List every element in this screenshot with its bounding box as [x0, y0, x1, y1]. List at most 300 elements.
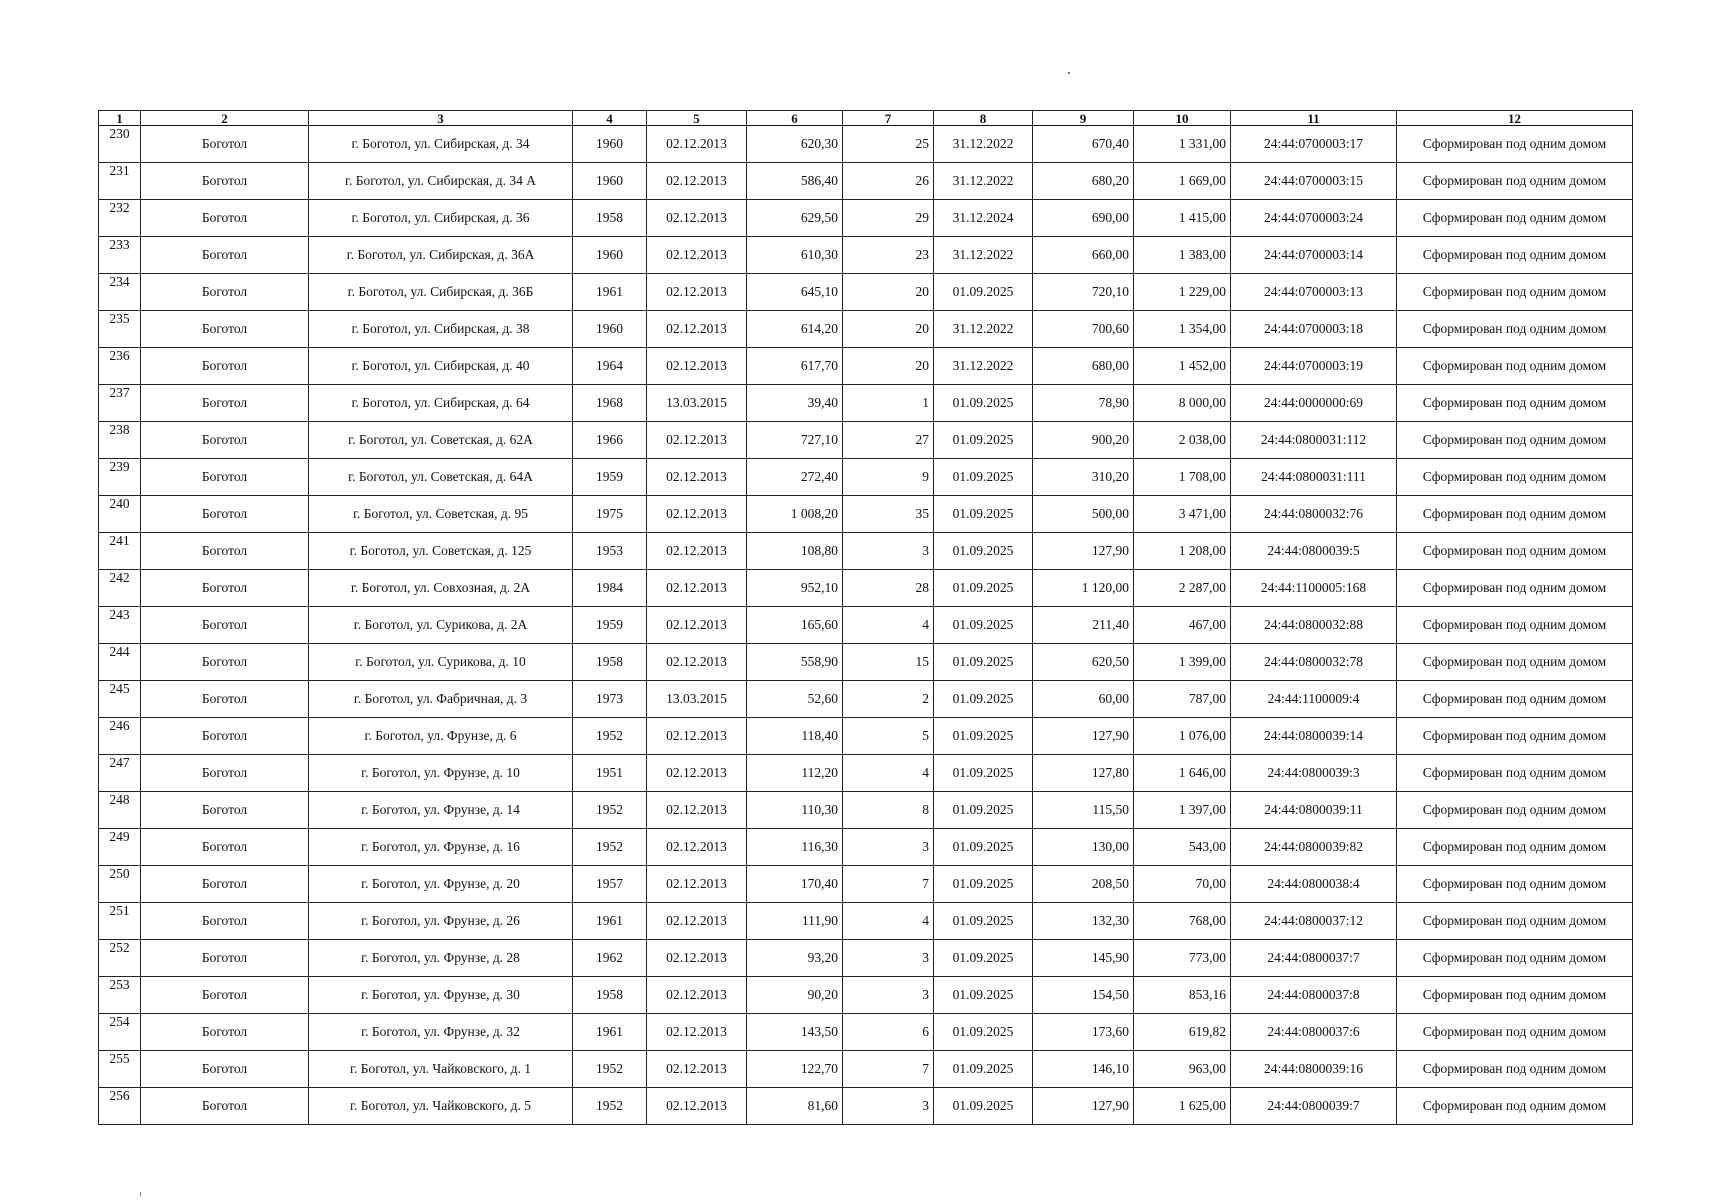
table-row — [99, 311, 1633, 348]
table-cell: Сформирован под одним домом — [1397, 607, 1633, 644]
table-cell: Боготол — [141, 163, 309, 200]
column-header: 11 — [1231, 111, 1397, 126]
table-cell: 26 — [843, 163, 934, 200]
table-cell: 173,60 — [1033, 1014, 1134, 1051]
table-cell: 90,20 — [747, 977, 843, 1014]
table-cell: Сформирован под одним домом — [1397, 459, 1633, 496]
table-cell: 01.09.2025 — [934, 718, 1033, 755]
table-cell: 01.09.2025 — [934, 644, 1033, 681]
table-cell: 234 — [99, 274, 141, 311]
table-cell: 680,20 — [1033, 163, 1134, 200]
table-cell: 122,70 — [747, 1051, 843, 1088]
table-cell: 500,00 — [1033, 496, 1134, 533]
table-cell: 1 008,20 — [747, 496, 843, 533]
table-cell: г. Боготол, ул. Фрунзе, д. 10 — [309, 755, 573, 792]
table-cell: 24:44:0800039:7 — [1231, 1088, 1397, 1125]
table-cell: Сформирован под одним домом — [1397, 200, 1633, 237]
table-cell: 9 — [843, 459, 934, 496]
table-cell: Сформирован под одним домом — [1397, 1014, 1633, 1051]
table-cell: 252 — [99, 940, 141, 977]
table-cell: 4 — [843, 903, 934, 940]
table-cell: 01.09.2025 — [934, 866, 1033, 903]
table-cell: 245 — [99, 681, 141, 718]
table-cell: 165,60 — [747, 607, 843, 644]
table-cell: 27 — [843, 422, 934, 459]
table-cell: 127,90 — [1033, 533, 1134, 570]
table-cell: Сформирован под одним домом — [1397, 866, 1633, 903]
table-cell: 78,90 — [1033, 385, 1134, 422]
table-cell: 31.12.2022 — [934, 237, 1033, 274]
table-cell: Сформирован под одним домом — [1397, 237, 1633, 274]
table-cell: Сформирован под одним домом — [1397, 533, 1633, 570]
table-cell: 20 — [843, 348, 934, 385]
table-cell: 01.09.2025 — [934, 1051, 1033, 1088]
table-row — [99, 607, 1633, 644]
table-cell: 02.12.2013 — [647, 718, 747, 755]
table-cell: Боготол — [141, 903, 309, 940]
table-cell: 60,00 — [1033, 681, 1134, 718]
table-cell: 253 — [99, 977, 141, 1014]
table-cell: г. Боготол, ул. Сурикова, д. 10 — [309, 644, 573, 681]
column-header: 12 — [1397, 111, 1633, 126]
table-cell: 1961 — [573, 1014, 647, 1051]
table-cell: 24:44:0000000:69 — [1231, 385, 1397, 422]
table-cell: 01.09.2025 — [934, 274, 1033, 311]
table-cell: 5 — [843, 718, 934, 755]
table-cell: 558,90 — [747, 644, 843, 681]
table-cell: 24:44:0800039:16 — [1231, 1051, 1397, 1088]
table-cell: 233 — [99, 237, 141, 274]
table-cell: Сформирован под одним домом — [1397, 163, 1633, 200]
table-cell: 1962 — [573, 940, 647, 977]
table-row — [99, 274, 1633, 311]
column-header: 4 — [573, 111, 647, 126]
table-cell: 1952 — [573, 792, 647, 829]
table-cell: 02.12.2013 — [647, 644, 747, 681]
table-cell: 39,40 — [747, 385, 843, 422]
table-cell: 243 — [99, 607, 141, 644]
table-cell: 130,00 — [1033, 829, 1134, 866]
table-cell: Боготол — [141, 755, 309, 792]
column-header: 3 — [309, 111, 573, 126]
table-cell: 24:44:0800032:76 — [1231, 496, 1397, 533]
table-cell: 1966 — [573, 422, 647, 459]
table-cell: 01.09.2025 — [934, 755, 1033, 792]
table-cell: Боготол — [141, 977, 309, 1014]
table-cell: 02.12.2013 — [647, 1014, 747, 1051]
table-cell: Боготол — [141, 422, 309, 459]
table-cell: г. Боготол, ул. Фрунзе, д. 16 — [309, 829, 573, 866]
table-cell: г. Боготол, ул. Фрунзе, д. 6 — [309, 718, 573, 755]
table-cell: 619,82 — [1134, 1014, 1231, 1051]
table-cell: 1 120,00 — [1033, 570, 1134, 607]
table-cell: 1964 — [573, 348, 647, 385]
table-cell: 02.12.2013 — [647, 792, 747, 829]
table-row — [99, 792, 1633, 829]
table-cell: 660,00 — [1033, 237, 1134, 274]
table-cell: 773,00 — [1134, 940, 1231, 977]
table-cell: 1958 — [573, 977, 647, 1014]
table-cell: 787,00 — [1134, 681, 1231, 718]
table-cell: Боготол — [141, 311, 309, 348]
table-cell: 610,30 — [747, 237, 843, 274]
table-cell: 727,10 — [747, 422, 843, 459]
table-cell: Сформирован под одним домом — [1397, 311, 1633, 348]
table-cell: 70,00 — [1134, 866, 1231, 903]
table-cell: Боготол — [141, 607, 309, 644]
table-cell: Боготол — [141, 274, 309, 311]
table-cell: г. Боготол, ул. Фрунзе, д. 20 — [309, 866, 573, 903]
table-cell: 28 — [843, 570, 934, 607]
table-cell: Боготол — [141, 644, 309, 681]
table-cell: 620,30 — [747, 126, 843, 163]
table-cell: 01.09.2025 — [934, 459, 1033, 496]
table-cell: 2 — [843, 681, 934, 718]
table-cell: 249 — [99, 829, 141, 866]
table-cell: 3 — [843, 533, 934, 570]
table-cell: г. Боготол, ул. Фрунзе, д. 32 — [309, 1014, 573, 1051]
table-cell: Сформирован под одним домом — [1397, 829, 1633, 866]
table-cell: 247 — [99, 755, 141, 792]
table-cell: Боготол — [141, 533, 309, 570]
table-cell: 1 399,00 — [1134, 644, 1231, 681]
table-cell: 2 287,00 — [1134, 570, 1231, 607]
table-cell: 01.09.2025 — [934, 1014, 1033, 1051]
table-cell: 230 — [99, 126, 141, 163]
table-cell: 24:44:0800039:14 — [1231, 718, 1397, 755]
table-cell: 1 229,00 — [1134, 274, 1231, 311]
table-cell: 1 — [843, 385, 934, 422]
table-cell: 1973 — [573, 681, 647, 718]
table-cell: 1959 — [573, 607, 647, 644]
table-cell: 24:44:0800032:88 — [1231, 607, 1397, 644]
table-cell: Сформирован под одним домом — [1397, 903, 1633, 940]
table-cell: 20 — [843, 311, 934, 348]
table-cell: 108,80 — [747, 533, 843, 570]
table-cell: 110,30 — [747, 792, 843, 829]
table-cell: 4 — [843, 607, 934, 644]
table-cell: г. Боготол, ул. Советская, д. 125 — [309, 533, 573, 570]
table-cell: 248 — [99, 792, 141, 829]
table-cell: 255 — [99, 1051, 141, 1088]
table-cell: Боготол — [141, 126, 309, 163]
table-cell: 15 — [843, 644, 934, 681]
table-cell: 1968 — [573, 385, 647, 422]
table-cell: 272,40 — [747, 459, 843, 496]
table-row — [99, 1014, 1633, 1051]
table-cell: Боготол — [141, 459, 309, 496]
table-cell: 645,10 — [747, 274, 843, 311]
table-cell: 235 — [99, 311, 141, 348]
table-row — [99, 570, 1633, 607]
table-cell: г. Боготол, ул. Сибирская, д. 38 — [309, 311, 573, 348]
table-cell: 154,50 — [1033, 977, 1134, 1014]
table-cell: 01.09.2025 — [934, 533, 1033, 570]
table-cell: 01.09.2025 — [934, 977, 1033, 1014]
table-cell: 6 — [843, 1014, 934, 1051]
table-cell: 1 383,00 — [1134, 237, 1231, 274]
table-cell: 24:44:0800031:112 — [1231, 422, 1397, 459]
table-cell: 24:44:0800037:12 — [1231, 903, 1397, 940]
table-cell: 1953 — [573, 533, 647, 570]
table-cell: 242 — [99, 570, 141, 607]
table-cell: Боготол — [141, 1014, 309, 1051]
table-cell: 31.12.2022 — [934, 311, 1033, 348]
column-header: 8 — [934, 111, 1033, 126]
table-cell: 02.12.2013 — [647, 200, 747, 237]
table-cell: 01.09.2025 — [934, 607, 1033, 644]
table-cell: 720,10 — [1033, 274, 1134, 311]
table-cell: 256 — [99, 1088, 141, 1125]
table-cell: 900,20 — [1033, 422, 1134, 459]
table-cell: 8 000,00 — [1134, 385, 1231, 422]
table-cell: 145,90 — [1033, 940, 1134, 977]
table-cell: 620,50 — [1033, 644, 1134, 681]
table-cell: 02.12.2013 — [647, 274, 747, 311]
table-cell: 1 708,00 — [1134, 459, 1231, 496]
table-cell: 02.12.2013 — [647, 422, 747, 459]
table-cell: 1960 — [573, 237, 647, 274]
table-cell: 1960 — [573, 126, 647, 163]
table-cell: 1952 — [573, 718, 647, 755]
table-cell: 24:44:1100005:168 — [1231, 570, 1397, 607]
table-cell: 543,00 — [1134, 829, 1231, 866]
table-cell: 24:44:0800039:3 — [1231, 755, 1397, 792]
table-cell: Сформирован под одним домом — [1397, 126, 1633, 163]
table-cell: 700,60 — [1033, 311, 1134, 348]
table-cell: 963,00 — [1134, 1051, 1231, 1088]
column-header: 2 — [141, 111, 309, 126]
table-cell: 586,40 — [747, 163, 843, 200]
table-cell: 240 — [99, 496, 141, 533]
table-row — [99, 237, 1633, 274]
table-cell: 232 — [99, 200, 141, 237]
column-header: 10 — [1134, 111, 1231, 126]
table-cell: 31.12.2022 — [934, 126, 1033, 163]
table-row — [99, 126, 1633, 163]
table-cell: 853,16 — [1134, 977, 1231, 1014]
table-cell: 02.12.2013 — [647, 496, 747, 533]
table-cell: 02.12.2013 — [647, 311, 747, 348]
table-cell: 24:44:0800031:111 — [1231, 459, 1397, 496]
table-row — [99, 533, 1633, 570]
table-cell: Боготол — [141, 681, 309, 718]
table-cell: 1951 — [573, 755, 647, 792]
table-cell: 02.12.2013 — [647, 348, 747, 385]
table-cell: 246 — [99, 718, 141, 755]
table-cell: 254 — [99, 1014, 141, 1051]
table-cell: 02.12.2013 — [647, 163, 747, 200]
table-cell: 1 076,00 — [1134, 718, 1231, 755]
table-body — [99, 126, 1633, 1125]
table-cell: Боготол — [141, 237, 309, 274]
table-row — [99, 459, 1633, 496]
column-header: 7 — [843, 111, 934, 126]
table-cell: Сформирован под одним домом — [1397, 940, 1633, 977]
table-cell: 111,90 — [747, 903, 843, 940]
table-cell: 1952 — [573, 829, 647, 866]
table-cell: г. Боготол, ул. Сибирская, д. 64 — [309, 385, 573, 422]
table-cell: 81,60 — [747, 1088, 843, 1125]
table-cell: 239 — [99, 459, 141, 496]
table-cell: г. Боготол, ул. Сибирская, д. 36 — [309, 200, 573, 237]
table-cell: 52,60 — [747, 681, 843, 718]
column-header: 9 — [1033, 111, 1134, 126]
table-cell: 146,10 — [1033, 1051, 1134, 1088]
table-cell: Боготол — [141, 385, 309, 422]
table-cell: 02.12.2013 — [647, 903, 747, 940]
table-cell: Сформирован под одним домом — [1397, 385, 1633, 422]
table-row — [99, 903, 1633, 940]
column-header: 1 — [99, 111, 141, 126]
table-cell: 231 — [99, 163, 141, 200]
table-cell: 4 — [843, 755, 934, 792]
table-cell: 24:44:0700003:15 — [1231, 163, 1397, 200]
table-cell: 01.09.2025 — [934, 385, 1033, 422]
table-cell: 1 625,00 — [1134, 1088, 1231, 1125]
table-cell: 3 — [843, 940, 934, 977]
column-header: 6 — [747, 111, 843, 126]
table-cell: 3 — [843, 977, 934, 1014]
table-cell: Сформирован под одним домом — [1397, 1051, 1633, 1088]
table-cell: 670,40 — [1033, 126, 1134, 163]
table-cell: Сформирован под одним домом — [1397, 422, 1633, 459]
table-cell: Сформирован под одним домом — [1397, 681, 1633, 718]
table-cell: 02.12.2013 — [647, 1088, 747, 1125]
table-cell: Боготол — [141, 940, 309, 977]
table-cell: 25 — [843, 126, 934, 163]
table-cell: 768,00 — [1134, 903, 1231, 940]
table-cell: 127,90 — [1033, 1088, 1134, 1125]
table-row — [99, 644, 1633, 681]
table-cell: 241 — [99, 533, 141, 570]
table-cell: 127,90 — [1033, 718, 1134, 755]
table-cell: 116,30 — [747, 829, 843, 866]
table-cell: 2 038,00 — [1134, 422, 1231, 459]
table-cell: 690,00 — [1033, 200, 1134, 237]
table-cell: г. Боготол, ул. Советская, д. 62А — [309, 422, 573, 459]
table-cell: 02.12.2013 — [647, 126, 747, 163]
table-cell: Боготол — [141, 496, 309, 533]
table-cell: 3 — [843, 829, 934, 866]
table-row — [99, 200, 1633, 237]
table-cell: 02.12.2013 — [647, 829, 747, 866]
table-cell: 13.03.2015 — [647, 681, 747, 718]
table-cell: 24:44:0700003:14 — [1231, 237, 1397, 274]
table-cell: Боготол — [141, 718, 309, 755]
table-cell: г. Боготол, ул. Фабричная, д. 3 — [309, 681, 573, 718]
table-row — [99, 163, 1633, 200]
table-cell: 1 208,00 — [1134, 533, 1231, 570]
table-cell: 208,50 — [1033, 866, 1134, 903]
table-cell: 1958 — [573, 200, 647, 237]
table-cell: 24:44:0700003:17 — [1231, 126, 1397, 163]
table-cell: г. Боготол, ул. Сибирская, д. 40 — [309, 348, 573, 385]
table-cell: г. Боготол, ул. Сурикова, д. 2А — [309, 607, 573, 644]
table-cell: 02.12.2013 — [647, 755, 747, 792]
table-row — [99, 496, 1633, 533]
table-cell: Сформирован под одним домом — [1397, 348, 1633, 385]
table-row — [99, 681, 1633, 718]
table-cell: г. Боготол, ул. Сибирская, д. 36А — [309, 237, 573, 274]
table-cell: 1959 — [573, 459, 647, 496]
table-cell: 01.09.2025 — [934, 792, 1033, 829]
table-cell: 24:44:0800039:82 — [1231, 829, 1397, 866]
table-cell: 01.09.2025 — [934, 681, 1033, 718]
table-cell: 01.09.2025 — [934, 496, 1033, 533]
table-cell: 8 — [843, 792, 934, 829]
table-cell: 238 — [99, 422, 141, 459]
table-cell: 31.12.2022 — [934, 163, 1033, 200]
table-cell: Боготол — [141, 1088, 309, 1125]
table-cell: 251 — [99, 903, 141, 940]
table-cell: 614,20 — [747, 311, 843, 348]
table-cell: 143,50 — [747, 1014, 843, 1051]
table-cell: 680,00 — [1033, 348, 1134, 385]
table-cell: 01.09.2025 — [934, 1088, 1033, 1125]
table-cell: 24:44:1100009:4 — [1231, 681, 1397, 718]
table-cell: 24:44:0700003:13 — [1231, 274, 1397, 311]
table-cell: 24:44:0800037:7 — [1231, 940, 1397, 977]
table-cell: Сформирован под одним домом — [1397, 718, 1633, 755]
table-cell: 24:44:0800032:78 — [1231, 644, 1397, 681]
table-cell: 24:44:0800037:6 — [1231, 1014, 1397, 1051]
table-cell: Боготол — [141, 866, 309, 903]
table-cell: 29 — [843, 200, 934, 237]
table-cell: 310,20 — [1033, 459, 1134, 496]
table-cell: 02.12.2013 — [647, 866, 747, 903]
table-cell: 20 — [843, 274, 934, 311]
table-cell: 24:44:0800038:4 — [1231, 866, 1397, 903]
table-cell: 211,40 — [1033, 607, 1134, 644]
table-row — [99, 718, 1633, 755]
table-row — [99, 348, 1633, 385]
table-cell: 1961 — [573, 274, 647, 311]
table-cell: 02.12.2013 — [647, 607, 747, 644]
table-row — [99, 866, 1633, 903]
table-row — [99, 940, 1633, 977]
table-cell: 35 — [843, 496, 934, 533]
table-row — [99, 385, 1633, 422]
table-cell: г. Боготол, ул. Советская, д. 64А — [309, 459, 573, 496]
table-cell: 1 331,00 — [1134, 126, 1231, 163]
table-cell: 24:44:0800039:11 — [1231, 792, 1397, 829]
scan-mark — [140, 1192, 141, 1196]
table-cell: 467,00 — [1134, 607, 1231, 644]
table-cell: 01.09.2025 — [934, 829, 1033, 866]
table-cell: Боготол — [141, 200, 309, 237]
table-row — [99, 1051, 1633, 1088]
table-cell: Боготол — [141, 570, 309, 607]
table-cell: 1984 — [573, 570, 647, 607]
table-cell: 3 471,00 — [1134, 496, 1231, 533]
table-cell: 1961 — [573, 903, 647, 940]
table-cell: 1 646,00 — [1134, 755, 1231, 792]
table-cell: 01.09.2025 — [934, 940, 1033, 977]
table-row — [99, 1088, 1633, 1125]
table-cell: 02.12.2013 — [647, 1051, 747, 1088]
table-cell: 24:44:0700003:24 — [1231, 200, 1397, 237]
table-cell: 237 — [99, 385, 141, 422]
table-cell: Сформирован под одним домом — [1397, 274, 1633, 311]
table-cell: 1960 — [573, 163, 647, 200]
table-cell: Боготол — [141, 1051, 309, 1088]
table-cell: 02.12.2013 — [647, 459, 747, 496]
table-cell: г. Боготол, ул. Фрунзе, д. 28 — [309, 940, 573, 977]
table-cell: г. Боготол, ул. Сибирская, д. 34 — [309, 126, 573, 163]
table-cell: 24:44:0700003:18 — [1231, 311, 1397, 348]
table-cell: 170,40 — [747, 866, 843, 903]
